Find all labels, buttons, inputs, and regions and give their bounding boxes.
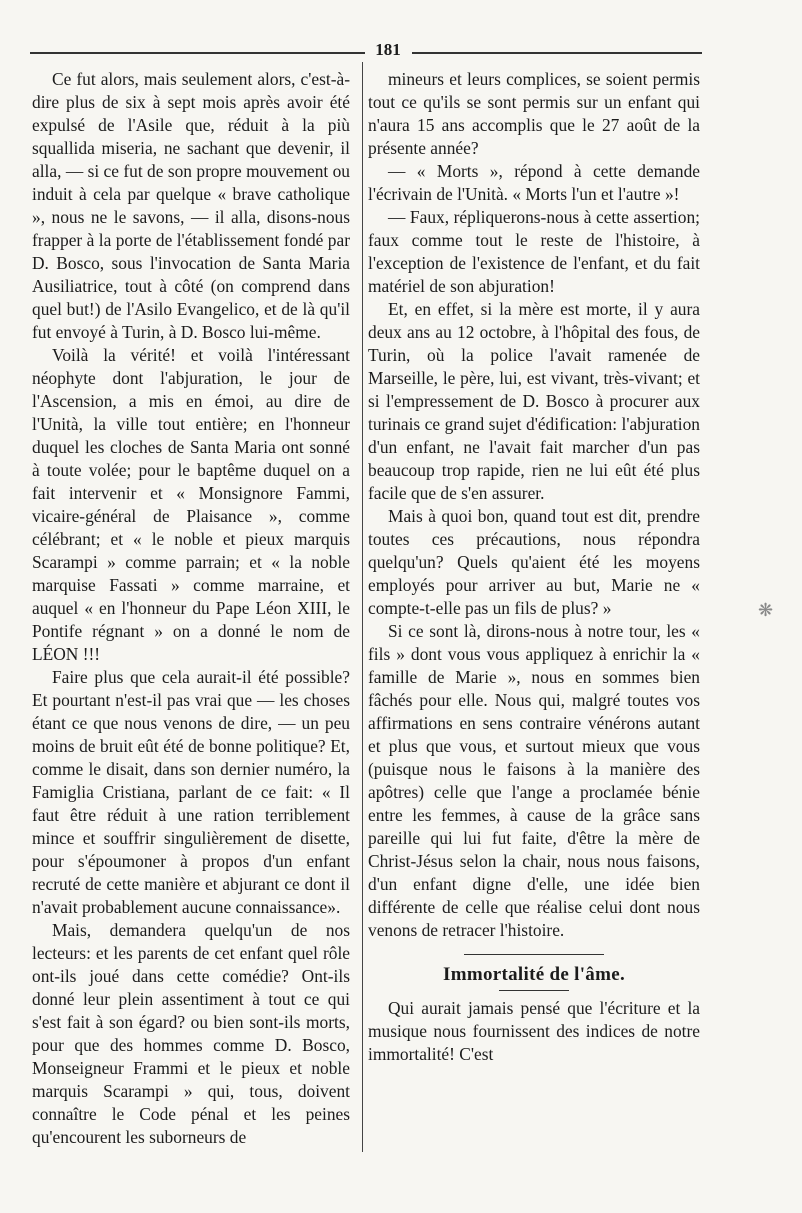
paragraph: Et, en effet, si la mère est morte, il y aura deux ans au 12 octobre, à l'hôpital des fous, de Turin, où la police l'avait ramenée de Marseille, le père, lui, est vivant, très-vivant; et si l'empressement de D. Bosco à procurer aux turinais ce grand sujet d'édification: l'abjuration d'un enfant, ne l'avait fait marcher d'un pas beaucoup trop rapide, rien ne lui eût été plus facile que de s'en assurer. — [368, 299, 700, 503]
section-divider — [464, 954, 604, 955]
paragraph: mineurs et leurs complices, se soient permis tout ce qu'ils se sont permis sur un enfant qui n'aura 15 ans accomplis que le 27 août de la présente année? — [368, 69, 700, 158]
column-divider — [362, 62, 363, 1152]
paragraph: — Faux, répliquerons-nous à cette assertion; faux comme tout le reste de l'histoire, à l'exception de l'existence de l'enfant, et du fait matériel de son abjuration! — [368, 207, 700, 296]
title-underline — [499, 990, 569, 991]
right-column — [368, 68, 700, 1066]
page-number: 181 — [375, 40, 401, 59]
paragraph: Mais, demandera quelqu'un de nos lecteurs: et les parents de cet enfant quel rôle ont-ils joué dans cette comédie? Ont-ils donné leur plein assentiment à tout ce qui s'est fait à son égard? ou bien sont-ils morts, pour que des hommes comme D. Bosco, Monseigneur Frammi et le pieux et noble marquis Scarampi » qui, tous, doivent connaître le Code pénal et les peines qu'encourent les suborneurs de — [32, 920, 350, 1147]
ink-blot-mark: ❋ — [758, 600, 774, 621]
paragraph: Mais à quoi bon, quand tout est dit, prendre toutes ces précautions, nous répondra quelqu'un? Quels qu'aient été les moyens employés pour arriver au but, Marie ne « compte-t-elle pas un fils de plus? » — [368, 506, 700, 618]
header-rule-right — [412, 52, 702, 54]
paragraph: Si ce sont là, dirons-nous à notre tour, les « fils » dont vous vous appliquez à enrichir la « famille de Marie », nous en sommes bien fâchés pour elle. Nous qui, malgré toutes vos affirmations en sens contraire vénérons autant et plus que vous, et surtout mieux que vous (puisque nous le faisons à la manière des apôtres) celle que l'ange a proclamée bénie entre les femmes, à cause de la grâce sans pareille qui lui fut faite, d'être la mère de Christ-Jésus selon la chair, nous nous faisons, d'un enfant digne d'elle, une idée bien différente de celle que réalise celui dont nous venons de retracer l'histoire. — [368, 621, 700, 940]
paragraph: Faire plus que cela aurait-il été possible? Et pourtant n'est-il pas vrai que — les choses étant ce que nous venons de dire, — un peu moins de bruit eût été de bonne politique? Et, comme le disait, dans son dernier numéro, la Famiglia Cristiana, parlant de ce fait: « Il faut être réduit à une ration terriblement mince et souffrir singulièrement de disette, pour s'époumoner à propos d'un enfant recruté de cette manière et abjurant ce dont il n'avait probablement aucune connaissance». — [32, 667, 350, 917]
left-column — [32, 68, 350, 1149]
section-title: Immortalité de l'âme. — [443, 964, 625, 985]
header-rule-left — [30, 52, 365, 54]
paragraph: Qui aurait jamais pensé que l'écriture et la musique nous fournissent des indices de notre immortalité! C'est — [368, 998, 700, 1064]
paragraph: Ce fut alors, mais seulement alors, c'est-à-dire plus de six à sept mois après avoir été expulsé de l'Asile que, réduit à la più squallida miseria, ne sachant que devenir, il alla, — si ce fut de son propre mouvement ou induit à cela par quelque « brave catholique », nous ne le savons, — il alla, disons-nous frapper à la porte de l'établissement fondé par D. Bosco, sous l'invocation de Santa Maria Ausiliatrice, tout à côté (on comprend dans quel but!) de l'Asilo Evangelico, et de là qu'il fut envoyé à Turin, à D. Bosco lui-même. — [32, 69, 350, 342]
paragraph: Voilà la vérité! et voilà l'intéressant néophyte dont l'abjuration, le jour de l'Ascension, a mis en émoi, au dire de l'Unità, la ville tout entière; en l'honneur duquel les cloches de Santa Maria ont sonné à toute volée; pour le baptême duquel on a fait intervenir et « Monsignore Fammi, vicaire-général de Plaisance », comme célébrant; et « le noble et pieux marquis Scarampi » comme parrain; et « la noble marquise Fassati » comme marraine, et auquel « en l'honneur du Pape Léon XIII, le Pontife régnant » on a donné le nom de LÉON !!! — [32, 345, 350, 664]
paragraph: — « Morts », répond à cette demande l'écrivain de l'Unità. « Morts l'un et l'autre »! — [368, 161, 700, 204]
